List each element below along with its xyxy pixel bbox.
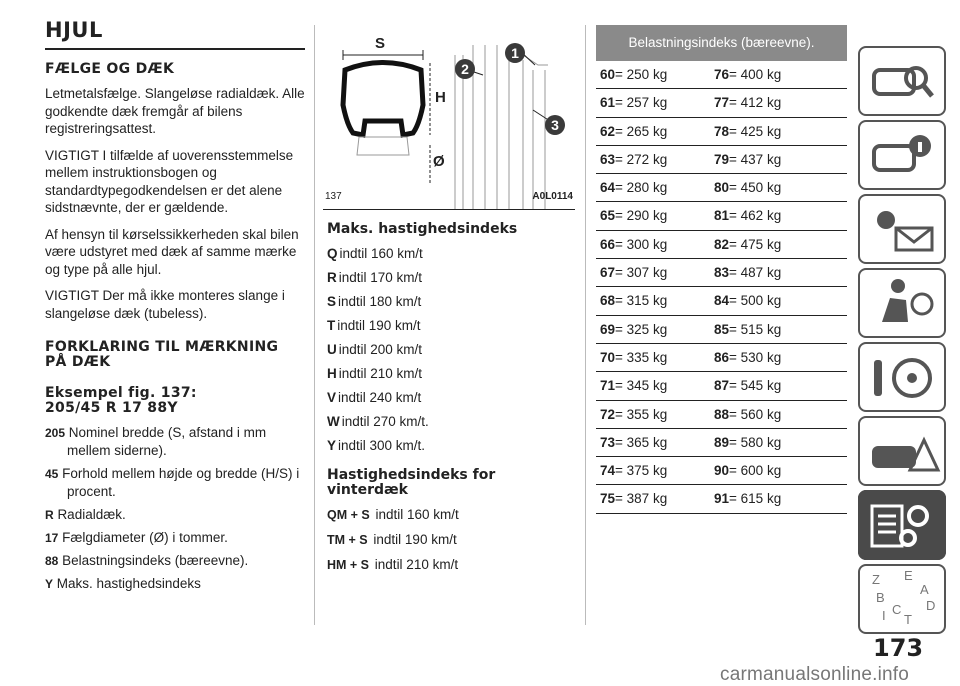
- load-value: = 345 kg: [615, 378, 668, 394]
- callout-number-2: 2: [461, 61, 469, 77]
- load-index: 85: [714, 321, 730, 337]
- speed-item: [327, 245, 577, 262]
- column-divider: [314, 25, 315, 625]
- load-value: = 290 kg: [615, 208, 668, 224]
- speed-item: [327, 365, 577, 382]
- table-row: [596, 202, 847, 230]
- paragraph-same-brand: Af hensyn til kørselssikkerheden skal bilen være udstyret med dæk af samme mærke og type på alle hjul.: [45, 226, 299, 277]
- load-index: 78: [714, 123, 730, 139]
- sidebar-tab-knowing-car[interactable]: [858, 46, 946, 116]
- speed-code: V: [327, 390, 337, 405]
- definition-code: 88: [45, 554, 59, 568]
- sidebar-tab-technical-data[interactable]: [858, 490, 946, 560]
- load-index: 75: [600, 491, 616, 507]
- example-heading-line1: Eksempel fig. 137:: [45, 385, 197, 401]
- table-row: [596, 259, 847, 287]
- load-cell-left: [600, 485, 667, 512]
- speed-code: W: [327, 414, 340, 429]
- load-cell-right: [714, 287, 781, 314]
- speed-code: Y: [327, 438, 337, 453]
- definition-item: [45, 552, 305, 570]
- load-cell-left: [600, 344, 667, 371]
- load-value: = 600 kg: [729, 463, 782, 479]
- table-row: [596, 316, 847, 344]
- load-cell-left: [600, 231, 667, 258]
- speed-item: [327, 293, 577, 310]
- definition-code: R: [45, 508, 54, 522]
- example-heading: [45, 386, 305, 416]
- definition-text: Nominel bredde (S, afstand i mm mellem siderne).: [67, 425, 267, 458]
- load-cell-right: [714, 344, 781, 371]
- load-index: 72: [600, 406, 616, 422]
- index-letter: D: [926, 598, 936, 613]
- load-value: = 307 kg: [615, 265, 668, 281]
- speed-index-section: [327, 222, 577, 581]
- page-title: HJUL: [45, 18, 103, 42]
- load-value: = 615 kg: [729, 491, 782, 507]
- load-index: 77: [714, 95, 730, 111]
- load-value: = 487 kg: [729, 265, 782, 281]
- text-column-left: [45, 18, 305, 598]
- load-cell-right: [714, 61, 781, 88]
- load-cell-right: [714, 316, 781, 343]
- table-row: [596, 372, 847, 400]
- speed-item: [327, 389, 577, 406]
- figure-frame: [323, 25, 575, 210]
- index-letter: Z: [872, 572, 880, 587]
- index-letter: I: [882, 608, 886, 623]
- load-index: 80: [714, 180, 730, 196]
- speed-text: indtil 240 km/t: [338, 390, 422, 405]
- load-index: 89: [714, 434, 730, 450]
- load-index: 70: [600, 349, 616, 365]
- speed-code: R: [327, 270, 337, 285]
- speed-text: indtil 160 km/t: [339, 246, 423, 261]
- load-value: = 315 kg: [615, 293, 668, 309]
- paragraph-tubeless: VIGTIGT Der må ikke monteres slange i slangeløse dæk (tubeless).: [45, 288, 285, 321]
- table-row: [596, 344, 847, 372]
- sidebar-tab-safety[interactable]: [858, 268, 946, 338]
- load-index: 79: [714, 151, 730, 167]
- sidebar-tab-info[interactable]: [858, 120, 946, 190]
- table-row: [596, 118, 847, 146]
- winter-code: TM + S: [327, 533, 368, 547]
- table-row: [596, 457, 847, 485]
- load-value: = 335 kg: [615, 349, 668, 365]
- speed-heading: Maks. hastighedsindeks: [327, 221, 518, 237]
- callout-number-1: 1: [511, 45, 519, 61]
- winter-text: indtil 190 km/t: [373, 532, 457, 547]
- load-index: 86: [714, 349, 730, 365]
- load-cell-left: [600, 89, 667, 116]
- load-value: = 580 kg: [729, 434, 782, 450]
- dimension-label-s: S: [375, 35, 386, 52]
- load-value: = 265 kg: [615, 123, 668, 139]
- load-index: 76: [714, 67, 730, 82]
- load-value: = 462 kg: [729, 208, 782, 224]
- load-index-table: [596, 25, 847, 514]
- definition-code: 17: [45, 531, 59, 545]
- table-row: [596, 89, 847, 117]
- table-row: [596, 174, 847, 202]
- load-cell-right: [714, 259, 781, 286]
- table-row: [596, 401, 847, 429]
- winter-item: [327, 506, 577, 524]
- load-cell-left: [600, 372, 667, 399]
- load-value: = 280 kg: [615, 180, 668, 196]
- definition-code: 45: [45, 467, 59, 481]
- speed-text: indtil 190 km/t: [337, 318, 421, 333]
- load-index: 62: [600, 123, 616, 139]
- load-cell-left: [600, 61, 667, 88]
- load-cell-left: [600, 118, 667, 145]
- definition-item: [45, 506, 305, 524]
- index-letter: C: [892, 602, 902, 617]
- definition-list: [45, 424, 305, 593]
- definition-text: Radialdæk.: [57, 507, 126, 522]
- speed-text: indtil 200 km/t: [338, 342, 423, 357]
- page-number: 173: [873, 634, 924, 662]
- winter-item: [327, 531, 577, 549]
- speed-code: H: [327, 366, 337, 381]
- technical-data-gear-icon: [860, 492, 944, 558]
- load-index: 67: [600, 265, 616, 281]
- sidebar-tab-emergency[interactable]: [858, 416, 946, 486]
- load-value: = 400 kg: [729, 67, 782, 82]
- load-cell-right: [714, 231, 781, 258]
- speed-code: U: [327, 342, 337, 357]
- load-index: 66: [600, 236, 616, 252]
- figure-number: 137: [325, 191, 342, 202]
- definition-code: Y: [45, 577, 54, 591]
- sidebar-tab-warnings[interactable]: [858, 194, 946, 264]
- paragraph-rims: Letmetalsfælge. Slangeløse radialdæk. Alle godkendte dæk fremgår af bilens registreringsattest.: [45, 86, 305, 136]
- load-cell-left: [600, 457, 667, 484]
- load-cell-left: [600, 429, 667, 456]
- load-cell-right: [714, 202, 781, 229]
- load-value: = 545 kg: [729, 378, 782, 394]
- index-letter: E: [904, 568, 913, 583]
- speed-text: indtil 270 km/t.: [341, 414, 429, 429]
- load-index: 82: [714, 236, 730, 252]
- load-index: 88: [714, 406, 730, 422]
- load-value: = 300 kg: [615, 236, 668, 252]
- load-value: = 412 kg: [729, 95, 782, 111]
- load-index: 84: [714, 293, 730, 309]
- dimension-label-diameter: Ø: [433, 153, 445, 170]
- load-value: = 500 kg: [729, 293, 782, 309]
- index-letter: B: [876, 590, 885, 605]
- load-value: = 355 kg: [615, 406, 668, 422]
- dimension-label-h: H: [435, 89, 446, 106]
- load-index: 69: [600, 321, 616, 337]
- winter-code: HM + S: [327, 558, 370, 572]
- load-cell-left: [600, 287, 667, 314]
- definition-item: [45, 465, 305, 501]
- load-index: 83: [714, 265, 730, 281]
- table-row: [596, 429, 847, 457]
- key-steering-wheel-icon: [860, 344, 944, 410]
- definition-text: Forhold mellem højde og bredde (H/S) i procent.: [62, 466, 300, 499]
- index-letter: T: [904, 612, 912, 627]
- definition-item: [45, 529, 305, 547]
- car-warning-icon: [860, 418, 944, 484]
- load-value: = 515 kg: [729, 321, 782, 337]
- airbag-seat-icon: [860, 270, 944, 336]
- tire-diagram: [323, 25, 575, 209]
- load-value: = 250 kg: [615, 67, 668, 82]
- watermark: carmanualsonline.info: [720, 664, 910, 685]
- winter-item: [327, 556, 577, 574]
- speed-text: indtil 180 km/t: [338, 294, 422, 309]
- load-cell-right: [714, 174, 781, 201]
- sidebar-tab-index[interactable]: [858, 564, 946, 634]
- table-row: [596, 287, 847, 315]
- load-index: 74: [600, 463, 616, 479]
- load-cell-right: [714, 146, 781, 173]
- load-index: 64: [600, 180, 616, 196]
- load-value: = 257 kg: [615, 95, 668, 111]
- speed-code: T: [327, 318, 336, 333]
- rim-heading: FÆLGE OG DÆK: [45, 61, 175, 77]
- load-value: = 272 kg: [615, 151, 668, 167]
- index-letter: A: [920, 582, 929, 597]
- load-value: = 425 kg: [729, 123, 782, 139]
- winter-heading-line2: vinterdæk: [327, 482, 408, 498]
- load-value: = 437 kg: [729, 151, 782, 167]
- marking-heading: FORKLARING TIL MÆRKNING PÅ DÆK: [45, 339, 279, 370]
- winter-text: indtil 210 km/t: [374, 557, 459, 572]
- speed-text: indtil 170 km/t: [338, 270, 423, 285]
- definition-text: Belastningsindeks (bæreevne).: [62, 553, 249, 568]
- winter-heading-line1: Hastighedsindeks for: [327, 467, 496, 483]
- load-index: 65: [600, 208, 616, 224]
- example-heading-line2: 205/45 R 17 88Y: [45, 400, 178, 416]
- load-index: 91: [714, 491, 730, 507]
- winter-heading: [327, 468, 577, 498]
- load-index: 73: [600, 434, 616, 450]
- load-index: 87: [714, 378, 730, 394]
- speed-code: S: [327, 294, 337, 309]
- car-search-icon: [860, 48, 944, 114]
- definition-code: 205: [45, 426, 66, 440]
- title-divider: [45, 48, 305, 50]
- definition-text: Maks. hastighedsindeks: [56, 576, 201, 591]
- car-info-icon: [860, 122, 944, 188]
- load-value: = 325 kg: [615, 321, 668, 337]
- table-row: [596, 231, 847, 259]
- load-cell-left: [600, 202, 667, 229]
- load-cell-right: [714, 429, 781, 456]
- paragraph-important-approval: VIGTIGT I tilfælde af uoverensstemmelse mellem instruktionsbogen og standardtypegodkendelsen er det alene sidstnævnte, der er gældende.: [45, 147, 294, 215]
- load-cell-right: [714, 89, 781, 116]
- index-letters-icon: [860, 566, 944, 632]
- load-value: = 450 kg: [729, 180, 782, 196]
- load-cell-left: [600, 174, 667, 201]
- winter-code: QM + S: [327, 508, 370, 522]
- load-cell-left: [600, 316, 667, 343]
- definition-item: [45, 424, 305, 460]
- speed-text: indtil 210 km/t: [338, 366, 423, 381]
- speed-item: [327, 341, 577, 358]
- load-index: 71: [600, 378, 616, 394]
- load-cell-left: [600, 146, 667, 173]
- load-index: 81: [714, 208, 730, 224]
- speed-text: indtil 300 km/t.: [338, 438, 426, 453]
- definition-item: [45, 575, 305, 593]
- load-value: = 530 kg: [729, 349, 782, 365]
- speed-item: [327, 413, 577, 430]
- load-value: = 560 kg: [729, 406, 782, 422]
- sidebar-tab-driving[interactable]: [858, 342, 946, 412]
- definition-text: Fælgdiameter (Ø) i tommer.: [62, 530, 228, 545]
- load-index: 63: [600, 151, 616, 167]
- load-cell-left: [600, 401, 667, 428]
- load-cell-right: [714, 401, 781, 428]
- speed-item: [327, 269, 577, 286]
- winter-text: indtil 160 km/t: [375, 507, 459, 522]
- load-index: 61: [600, 95, 616, 111]
- load-index: 68: [600, 293, 616, 309]
- table-header: Belastningsindeks (bæreevne).: [596, 25, 847, 61]
- load-value: = 365 kg: [615, 434, 668, 450]
- table-body: [596, 61, 847, 514]
- load-cell-right: [714, 118, 781, 145]
- callout-number-3: 3: [551, 117, 559, 133]
- table-row: [596, 146, 847, 174]
- load-cell-right: [714, 372, 781, 399]
- load-value: = 375 kg: [615, 463, 668, 479]
- figure-code: A0L0114: [532, 191, 573, 202]
- load-index: 90: [714, 463, 730, 479]
- load-cell-right: [714, 457, 781, 484]
- speed-code: Q: [327, 246, 338, 261]
- table-row: [596, 61, 847, 89]
- table-row: [596, 485, 847, 513]
- speed-item: [327, 437, 577, 454]
- load-value: = 387 kg: [615, 491, 668, 507]
- warning-light-mail-icon: [860, 196, 944, 262]
- speed-item: [327, 317, 577, 334]
- tire-figure: [323, 25, 575, 210]
- load-value: = 475 kg: [729, 236, 782, 252]
- column-divider: [585, 25, 586, 625]
- load-cell-left: [600, 259, 667, 286]
- load-cell-right: [714, 485, 781, 512]
- load-index: 60: [600, 67, 616, 82]
